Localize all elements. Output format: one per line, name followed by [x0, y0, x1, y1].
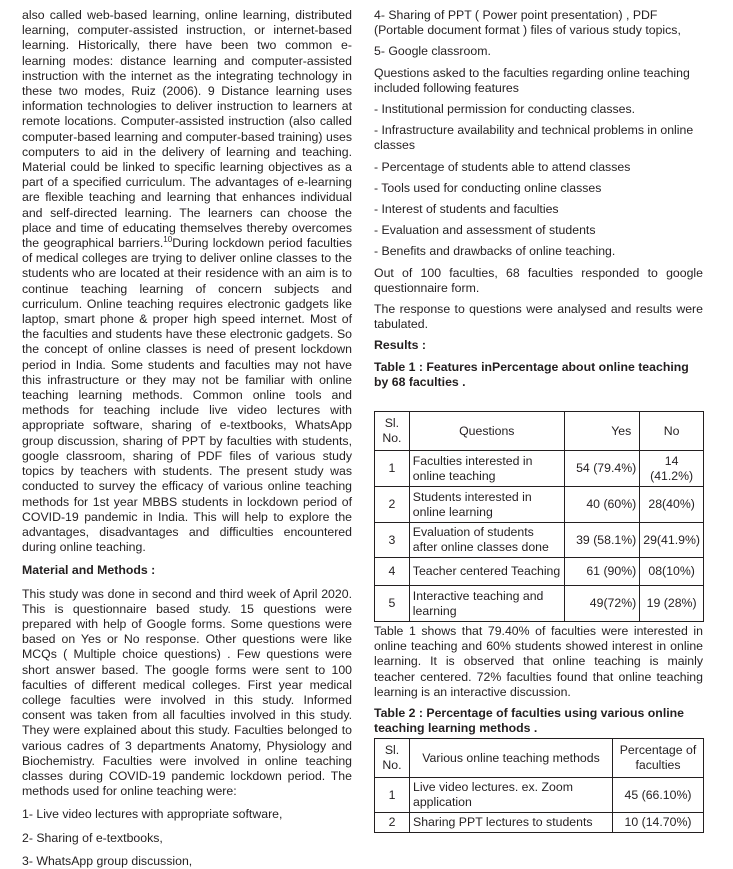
- table-row: [375, 778, 704, 813]
- methods-list-item: 4- Sharing of PPT ( Power point presentation) , PDF (Portable document format ) files of various study topics,: [374, 8, 681, 38]
- table-header-row: [375, 412, 704, 451]
- table-cell: 5: [375, 586, 410, 622]
- table-header-cell: Percentage of faculties: [613, 739, 704, 778]
- table-cell: 3: [375, 523, 410, 558]
- table-cell: 45 (66.10%): [613, 778, 704, 813]
- feature-item: - Tools used for conducting online classes: [374, 180, 602, 195]
- table-header-cell: Sl. No.: [375, 412, 410, 451]
- table-header-cell: Sl. No.: [375, 739, 410, 778]
- analysis-text: The response to questions were analysed and results were tabulated.: [374, 302, 703, 332]
- methods-heading: Material and Methods :: [22, 563, 156, 578]
- feature-item: - Evaluation and assessment of students: [374, 223, 596, 238]
- table-row: [375, 586, 704, 622]
- table-header-cell: Yes: [564, 412, 640, 451]
- table-cell: 49(72%): [564, 586, 640, 622]
- table-row: [375, 558, 704, 586]
- methods-paragraph: This study was done in second and third week of April 2020. This is questionnaire based study. 15 questions were prepared with help of Google forms. Some questions were based on Yes or No response. Other questions were like MCQs ( Multiple choice questions) . Few questions were short answer based. The google forms were sent to 100 faculties of different medical colleges. First year medical college faculties were involved in this study. Informed consent was taken from all faculties involved in this study. They were explained about this study. Faculties belonged to various cadres of 3 departments Anatomy, Physiology and Biochemistry. Faculties were involved in online teaching classes during COVID-19 pandemic lockdown period. The methods used for online teaching were:: [22, 586, 352, 799]
- methods-list-item: 2- Sharing of e-textbooks,: [22, 830, 163, 845]
- left-column: [22, 8, 352, 869]
- table-cell: 54 (79.4%): [564, 451, 640, 487]
- table-cell: 29(41.9%): [640, 523, 704, 558]
- table-cell: Faculties interested in online teaching: [409, 451, 564, 487]
- table1-discussion: Table 1 shows that 79.40% of faculties were interested in online teaching and 60% students showed interest in online learning. It is observed that online teaching is mainly teacher centered. 72% faculties found that online teaching learning is an interactive discussion.: [374, 624, 703, 699]
- table-cell: 08(10%): [640, 558, 704, 586]
- table-header-cell: Various online teaching methods: [410, 739, 613, 778]
- right-column: [374, 8, 703, 833]
- table-row: [375, 523, 704, 558]
- feature-item: - Percentage of students able to attend classes: [374, 159, 631, 174]
- table-cell: 4: [375, 558, 410, 586]
- table-header-cell: No: [640, 412, 704, 451]
- table-cell: 1: [375, 778, 410, 813]
- table1: [374, 411, 704, 622]
- table-cell: 10 (14.70%): [613, 813, 704, 833]
- results-heading: Results :: [374, 338, 426, 353]
- table-cell: 61 (90%): [564, 558, 640, 586]
- methods-list-item: 1- Live video lectures with appropriate software,: [22, 807, 283, 822]
- table-cell: 19 (28%): [640, 586, 704, 622]
- feature-item: - Interest of students and faculties: [374, 202, 559, 217]
- table-cell: 14 (41.2%): [640, 451, 704, 487]
- table-cell: Sharing PPT lectures to students: [410, 813, 613, 833]
- table-cell: Teacher centered Teaching: [409, 558, 564, 586]
- table2-caption: Table 2 : Percentage of faculties using various online teaching learning methods .: [374, 706, 685, 736]
- table-cell: 2: [375, 813, 410, 833]
- intro-paragraph: also called web-based learning, online learning, distributed learning, computer-assisted instruction, or internet-based learning. Historically, there have been two common e-learning modes: distance learning and computer-assisted instruction with the internet as the integrating technology in these two modes, Ruiz (2006). 9 Distance learning uses information technologies to deliver instruction to learners at remote locations. Computer-assisted instruction (also called computer-based learning and computer-based training) uses computers to aid in the delivery of learning and teaching. Material could be linked to specific learning objectives as a part of a specified curriculum. The advantages of e-learning are flexible teaching and learning that enhances individual and self-directed learning. The learners can choose the place and time of educating themselves thereby overcomes the geographical barriers.$^{10}$During lockdown period faculties of medical colleges are trying to deliver online classes to the students who are located at their residence with an aim is to continue teaching learning of concern subjects and curriculum. Online teaching requires electronic gadgets like laptop, smart phone & proper high speed internet. Most of the faculties and students have these electronic gadgets. So the concept of online classes is need of present lockdown period in India. Some students and faculties may not have this infrastructure or they may not be familiar with online teaching learning methods. Common online tools and methods for teaching include live video lectures with appropriate software, sharing of e-textbooks, WhatsApp group discussion, sharing of PPT by faculties with students, google classroom, sharing of PDF files of various study topics by teachers with students. The present study was conducted to survey the efficacy of various online teaching methods for 1st year MBBS students in lockdown period of COVID-19 pandemic in India. This will help to explore the advantages, disadvantages and difficulties encountered during online teaching.: [22, 8, 352, 555]
- questions-intro: Questions asked to the faculties regarding online teaching included following features: [374, 65, 690, 95]
- table-cell: Students interested in online learning: [409, 487, 564, 523]
- table-row: [375, 487, 704, 523]
- methods-list-item: 3- WhatsApp group discussion,: [22, 853, 193, 868]
- table1-caption: Table 1 : Features inPercentage about online teaching by 68 faculties .: [374, 359, 689, 389]
- table-cell: Live video lectures. ex. Zoom application: [410, 778, 613, 813]
- table-cell: Evaluation of students after online classes done: [409, 523, 564, 558]
- table-cell: 2: [375, 487, 410, 523]
- methods-list-item: 5- Google classroom.: [374, 44, 491, 59]
- feature-item: - Institutional permission for conducting classes.: [374, 102, 636, 117]
- citation-superscript: 10: [163, 234, 173, 244]
- table-cell: 28(40%): [640, 487, 704, 523]
- table-row: [375, 451, 704, 487]
- table-row: [375, 813, 704, 833]
- table-header-row: [375, 739, 704, 778]
- table-header-cell: Questions: [409, 412, 564, 451]
- feature-item: - Benefits and drawbacks of online teaching.: [374, 244, 616, 259]
- response-text: Out of 100 faculties, 68 faculties responded to google questionnaire form.: [374, 265, 703, 295]
- table-cell: 40 (60%): [564, 487, 640, 523]
- table-cell: 1: [375, 451, 410, 487]
- table-cell: Interactive teaching and learning: [409, 586, 564, 622]
- feature-item: - Infrastructure availability and technical problems in online classes: [374, 123, 694, 153]
- table-cell: 39 (58.1%): [564, 523, 640, 558]
- table2: [374, 738, 704, 833]
